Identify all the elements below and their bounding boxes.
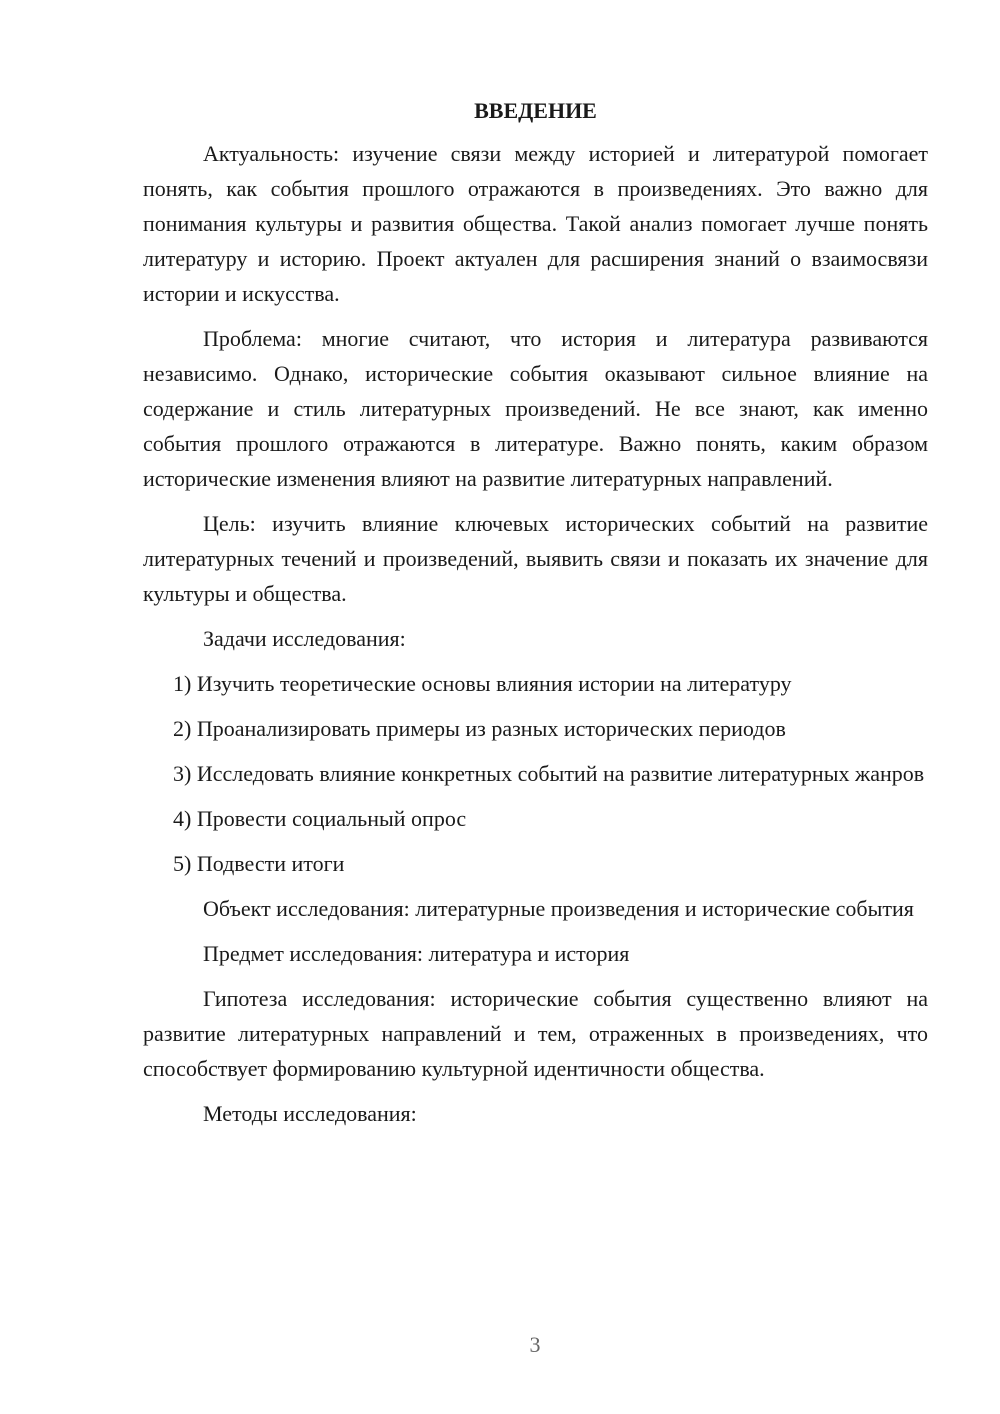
document-page [143,96,928,1141]
problem-paragraph: Проблема: многие считают, что история и литература развиваются независимо. Однако, исторические события оказывают сильное влияние на содержание и стиль литературных произведений. Не все знают, как именно события прошлого отражаются в литературе. Важно понять, каким образом исторические изменения влияют на развитие литературных направлений. [143,326,928,491]
task-item: 2) Проанализировать примеры из разных исторических периодов [173,716,786,741]
goal-paragraph: Цель: изучить влияние ключевых исторических событий на развитие литературных течений и произведений, выявить связи и показать их значение для культуры и общества. [143,511,928,606]
task-item: 4) Провести социальный опрос [173,806,467,831]
page-number: 3 [529,1332,541,1357]
methods-heading: Методы исследования: [203,1101,417,1126]
object-paragraph: Объект исследования: литературные произведения и исторические события [203,896,914,921]
subject-paragraph: Предмет исследования: литература и история [203,941,630,966]
section-title: ВВЕДЕНИЕ [474,98,597,123]
hypothesis-paragraph: Гипотеза исследования: исторические события существенно влияют на развитие литературных направлений и тем, отраженных в произведениях, что способствует формированию культурной идентичности общества. [143,986,928,1081]
task-item: 3) Исследовать влияние конкретных событий на развитие литературных жанров [173,761,925,786]
task-item: 5) Подвести итоги [173,851,345,876]
relevance-paragraph: Актуальность: изучение связи между историей и литературой помогает понять, как события прошлого отражаются в произведениях. Это важно для понимания культуры и развития общества. Такой анализ помогает лучше понять литературу и историю. Проект актуален для расширения знаний о взаимосвязи истории и искусства. [143,141,928,306]
tasks-heading: Задачи исследования: [203,626,406,651]
task-item: 1) Изучить теоретические основы влияния истории на литературу [173,671,792,696]
